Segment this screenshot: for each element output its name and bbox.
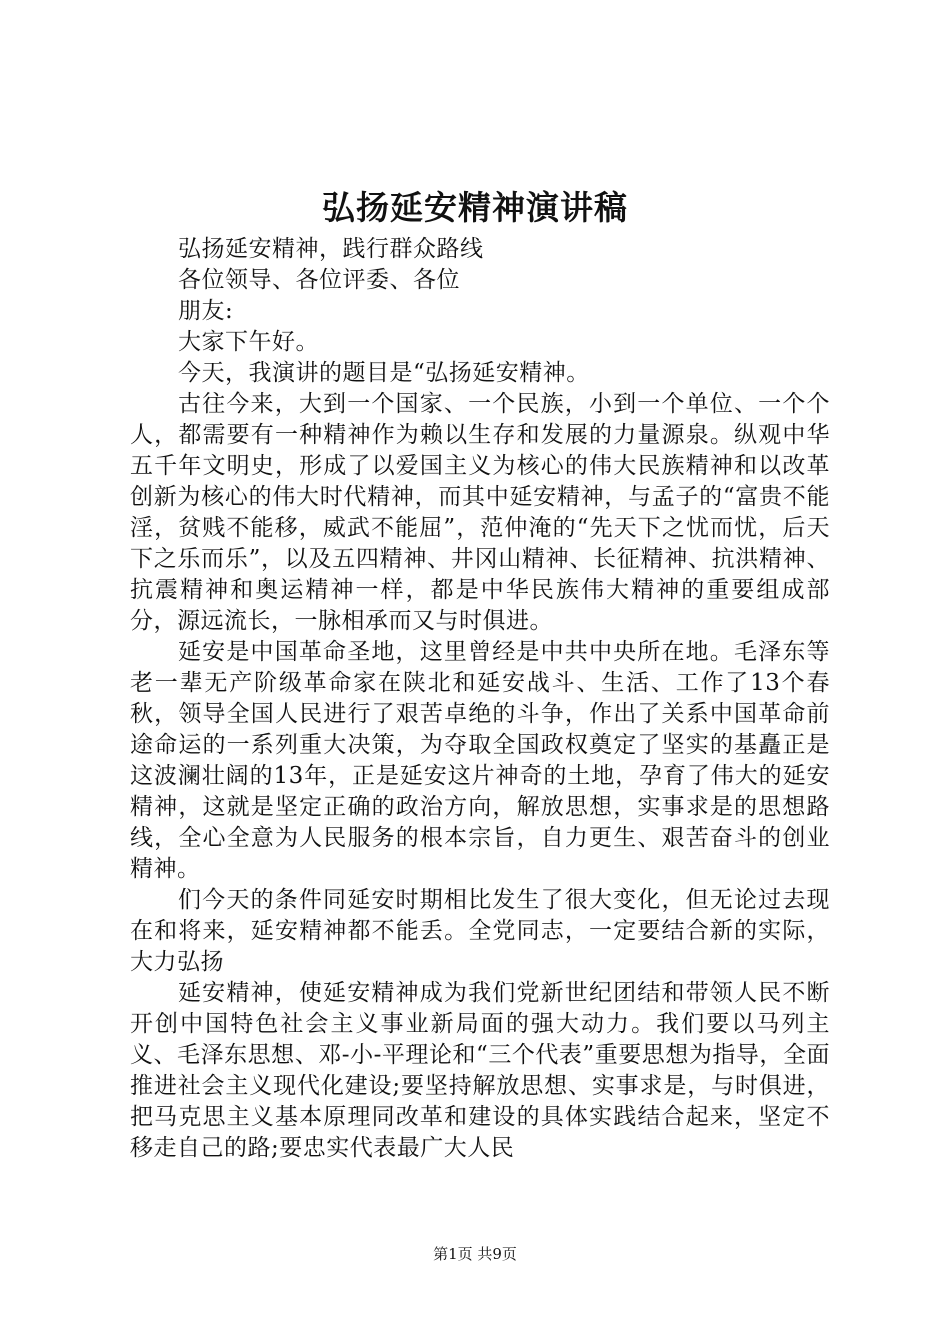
document-body bbox=[130, 234, 830, 1164]
paragraph-2: 延安是中国革命圣地，这里曾经是中共中央所在地。毛泽东等老一辈无产阶级革命家在陕北和延安战斗、生活、工作了13个春秋，领导全国人民进行了艰苦卓绝的斗争，作出了关系中国革命前途命运的一系列重大决策，为夺取全国政权奠定了坚实的基矗正是这波澜壮阔的13年，正是延安这片神奇的土地，孕育了伟大的延安精神，这就是坚定正确的政治方向，解放思想，实事求是的思想路线，全心全意为人民服务的根本宗旨，自力更生、艰苦奋斗的创业精神。 bbox=[130, 639, 830, 882]
salutation-line-1: 各位领导、各位评委、各位 bbox=[178, 267, 460, 293]
subtitle-line: 弘扬延安精神，践行群众路线 bbox=[178, 236, 484, 262]
document-title: 弘扬延安精神演讲稿 bbox=[322, 188, 628, 227]
topic-line: 今天，我演讲的题目是“弘扬延安精神。 bbox=[178, 360, 590, 386]
page-footer: 第1页 共9页 bbox=[433, 1245, 517, 1263]
paragraph-1: 古往今来，大到一个国家、一个民族，小到一个单位、一个个人，都需要有一种精神作为赖以生存和发展的力量源泉。纵观中华五千年文明史，形成了以爱国主义为核心的伟大民族精神和以改革创新为核心的伟大时代精神，而其中延安精神，与孟子的“富贵不能淫，贫贱不能移，威武不能屈”，范仲淹的“先天下之忧而忧，后天下之乐而乐”，以及五四精神、井冈山精神、长征精神、抗洪精神、抗震精神和奥运精神一样，都是中华民族伟大精神的重要组成部分，源远流长，一脉相承而又与时俱进。 bbox=[130, 391, 830, 634]
paragraph-4: 延安精神，使延安精神成为我们党新世纪团结和带领人民不断开创中国特色社会主义事业新局面的强大动力。我们要以马列主义、毛泽东思想、邓-小-平理论和“三个代表”重要思想为指导，全面推进社会主义现代化建设;要坚持解放思想、实事求是，与时俱进，把马克思主义基本原理同改革和建设的具体实践结合起来，坚定不移走自己的路;要忠实代表最广大人民 bbox=[130, 980, 830, 1161]
salutation-line-2: 朋友: bbox=[178, 298, 234, 324]
greeting-line: 大家下午好。 bbox=[178, 329, 319, 355]
paragraph-3: 们今天的条件同延安时期相比发生了很大变化，但无论过去现在和将来，延安精神都不能丢。全党同志，一定要结合新的实际，大力弘扬 bbox=[130, 887, 830, 975]
